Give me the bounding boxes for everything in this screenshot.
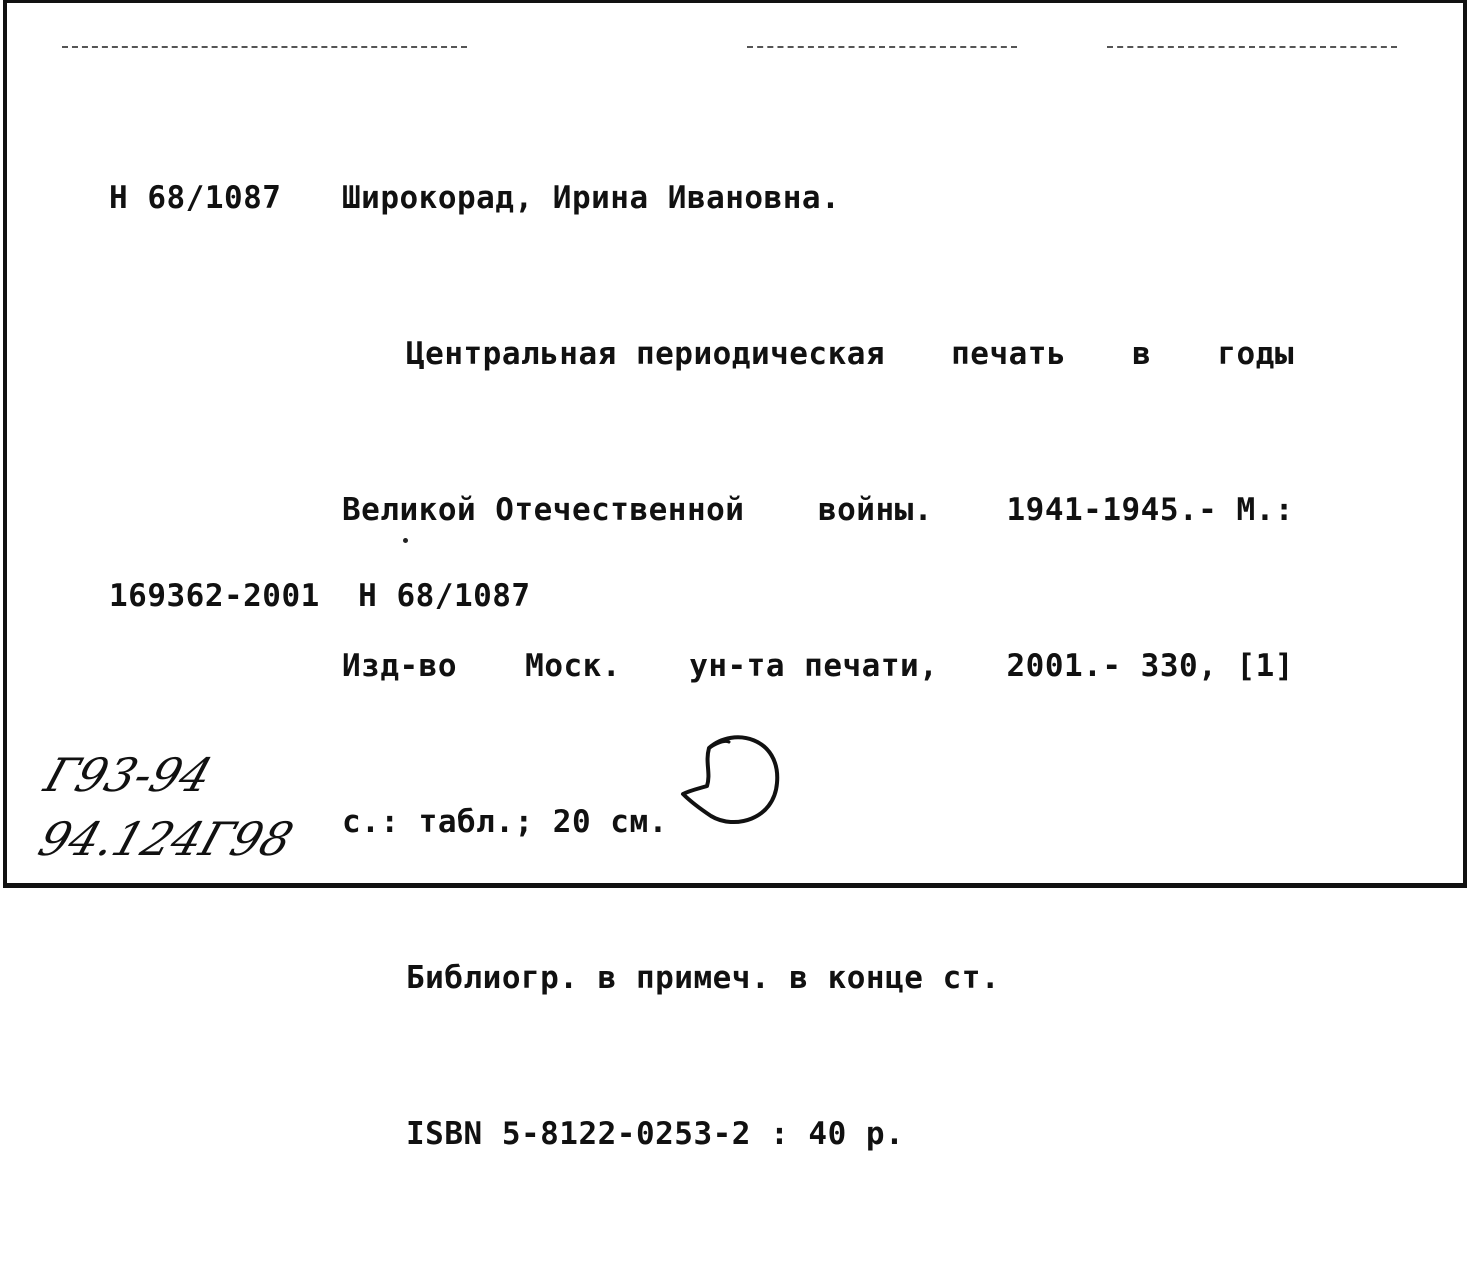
title-line-2-part: Великой Отечественной [342, 492, 745, 528]
faded-rule-right [1107, 46, 1397, 50]
title-line-3 [342, 640, 1294, 692]
title-line-1 [342, 328, 1294, 380]
title-line-3-part: 2001.- 330, [1] [1006, 648, 1294, 684]
handwritten-class-number: Г93-94 [38, 748, 219, 802]
handwritten-shelf-mark: 94.124Г98 [32, 812, 300, 866]
title-line-3-part: Моск. [525, 648, 621, 684]
title-line-1-part: годы [1217, 336, 1294, 372]
stray-dot [403, 538, 408, 543]
title-line-2-part: 1941-1945.- М.: [1006, 492, 1294, 528]
author-heading: Широкорад, Ирина Ивановна. [342, 180, 841, 216]
title-line-1-part: в [1132, 336, 1152, 372]
title-line-1-part: печать [951, 336, 1067, 372]
title-line-3-part: Изд-во [342, 648, 457, 684]
title-line-1-part: Центральная периодическая [406, 336, 886, 372]
handwritten-circle-mark-icon [679, 728, 789, 833]
call-number: Н 68/1087 [109, 180, 282, 216]
faded-rule-middle [747, 46, 1017, 50]
bibliography-note: Библиогр. в примеч. в конце ст. [406, 960, 1001, 996]
faded-rule-left [62, 46, 467, 50]
title-line-3-part: ун-та печати, [689, 648, 939, 684]
isbn-line: ISBN 5-8122-0253-2 : 40 р. [406, 1116, 905, 1152]
title-line-2-part: войны. [817, 492, 933, 528]
title-line-2 [342, 484, 1294, 536]
physical-description: с.: табл.; 20 см. [342, 804, 668, 840]
bibliographic-description [342, 224, 1294, 1264]
card-top-border [7, 0, 1463, 3]
inventory-number: 169362-2001 Н 68/1087 [109, 578, 531, 614]
catalog-card [3, 0, 1467, 1152]
